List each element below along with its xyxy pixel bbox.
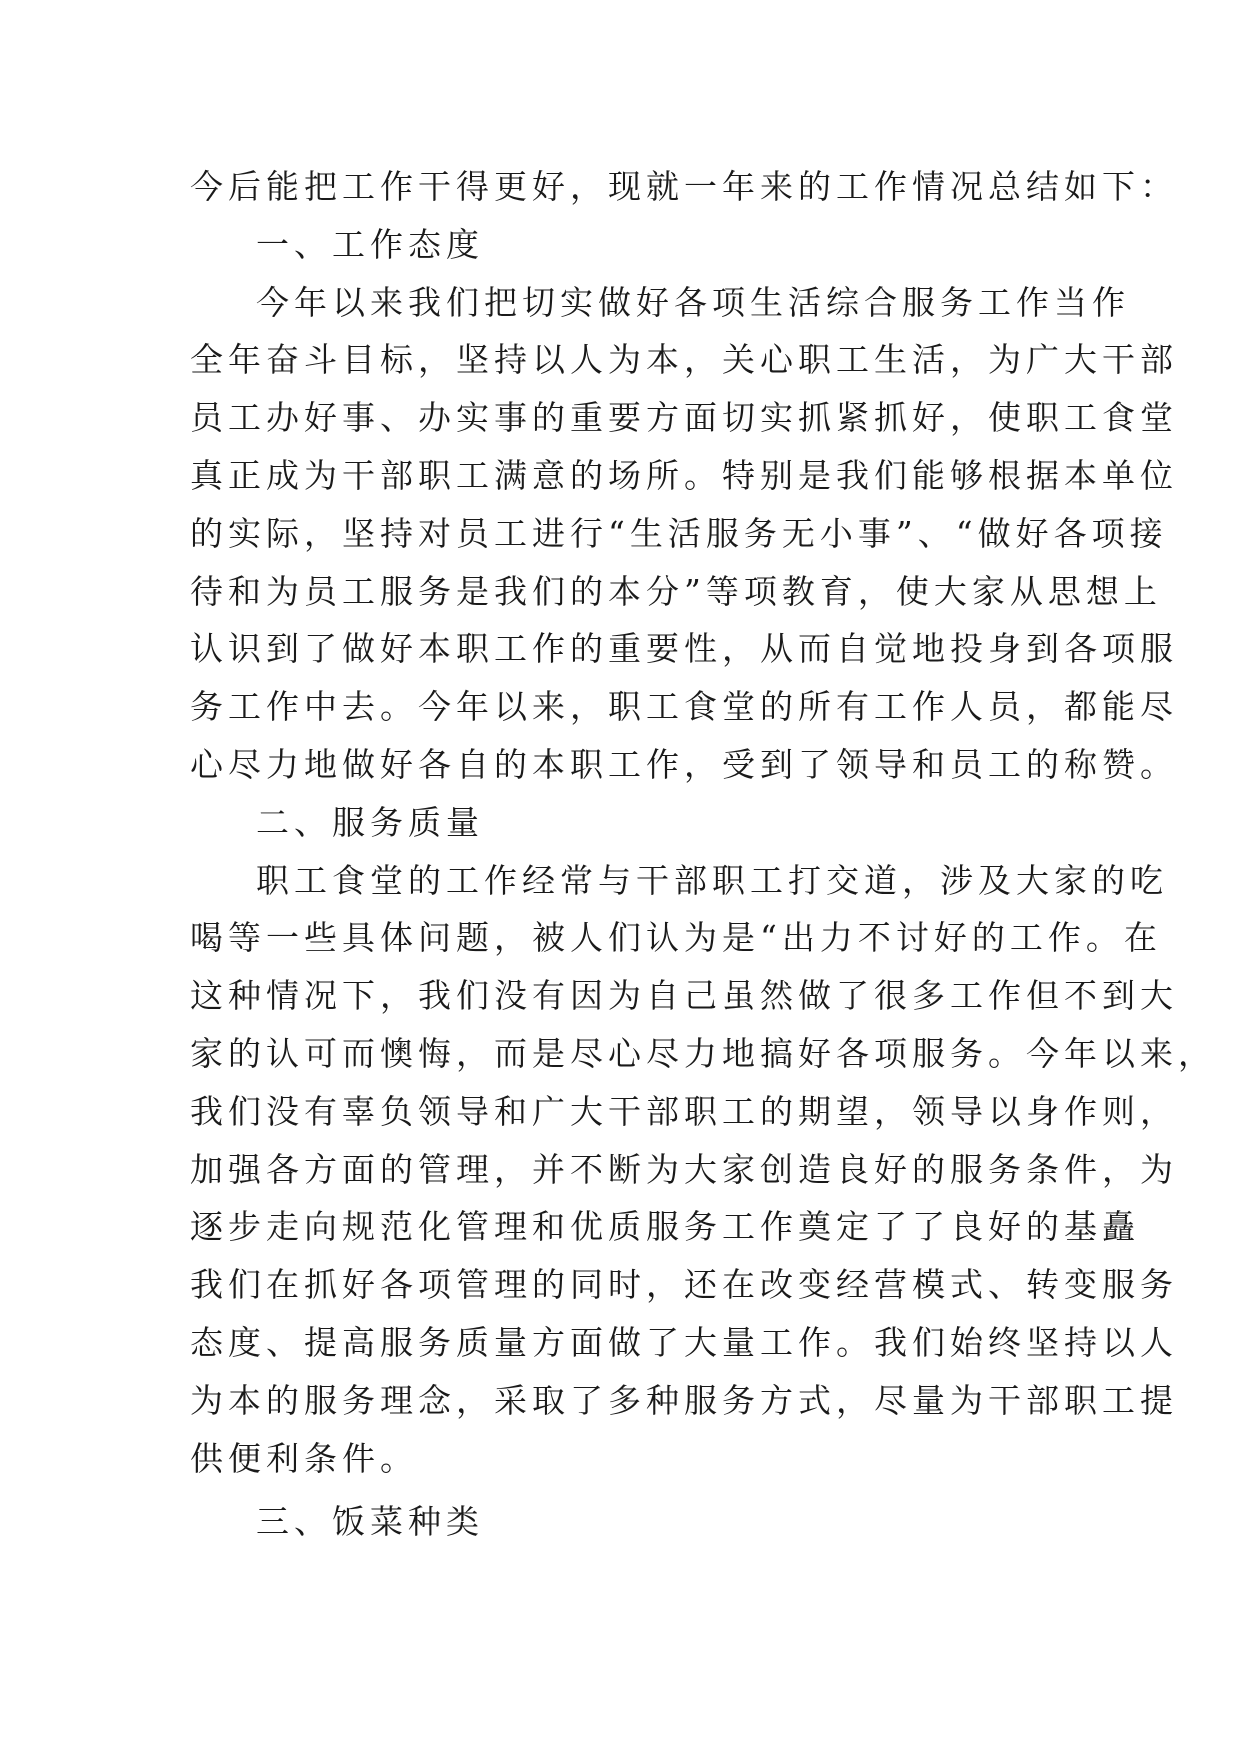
text-line-16: 家的认可而懊悔，而是尽心尽力地搞好各项服务。今年以来，: [190, 1033, 1216, 1073]
text-line-14: 喝等一些具体问题，被人们认为是“出力不讨好的工作。在: [190, 918, 1162, 958]
text-line-13: 职工食堂的工作经常与干部职工打交道，涉及大家的吃: [256, 860, 1168, 900]
text-line-11: 心尽力地做好各自的本职工作，受到了领导和员工的称赞。: [190, 744, 1178, 784]
text-line-6: 真正成为干部职工满意的场所。特别是我们能够根据本单位: [190, 455, 1178, 495]
text-line-1: 今后能把工作干得更好，现就一年来的工作情况总结如下：: [190, 167, 1178, 206]
document-body: [190, 158, 1216, 1551]
text-line-23: 供便利条件。: [190, 1438, 418, 1478]
text-line-19: 逐步走向规范化管理和优质服务工作奠定了了良好的基矗: [190, 1207, 1140, 1247]
section-heading-work-attitude: 一、工作态度: [256, 224, 484, 264]
text-line-4: 全年奋斗目标，坚持以人为本，关心职工生活，为广大干部: [190, 340, 1178, 380]
text-line-9: 认识到了做好本职工作的重要性，从而自觉地投身到各项服: [190, 629, 1178, 669]
section-heading-dish-variety: 三、饭菜种类: [256, 1502, 484, 1542]
text-line-15: 这种情况下，我们没有因为自己虽然做了很多工作但不到大: [190, 976, 1178, 1016]
text-line-7: 的实际，坚持对员工进行“生活服务无小事”、“做好各项接: [190, 513, 1168, 553]
text-line-21: 态度、提高服务质量方面做了大量工作。我们始终坚持以人: [190, 1322, 1178, 1362]
section-heading-service-quality: 二、服务质量: [256, 802, 484, 842]
text-line-17: 我们没有辜负领导和广大干部职工的期望，领导以身作则，: [190, 1091, 1178, 1131]
text-line-20: 我们在抓好各项管理的同时，还在改变经营模式、转变服务: [190, 1265, 1178, 1305]
text-line-8: 待和为员工服务是我们的本分”等项教育，使大家从思想上: [190, 571, 1162, 611]
text-line-5: 员工办好事、办实事的重要方面切实抓紧抓好，使职工食堂: [190, 398, 1178, 438]
text-line-22: 为本的服务理念，采取了多种服务方式，尽量为干部职工提: [190, 1380, 1178, 1420]
text-line-3: 今年以来我们把切实做好各项生活综合服务工作当作: [256, 282, 1130, 322]
text-line-18: 加强各方面的管理，并不断为大家创造良好的服务条件，为: [190, 1149, 1178, 1189]
text-line-10: 务工作中去。今年以来，职工食堂的所有工作人员，都能尽: [190, 687, 1178, 727]
